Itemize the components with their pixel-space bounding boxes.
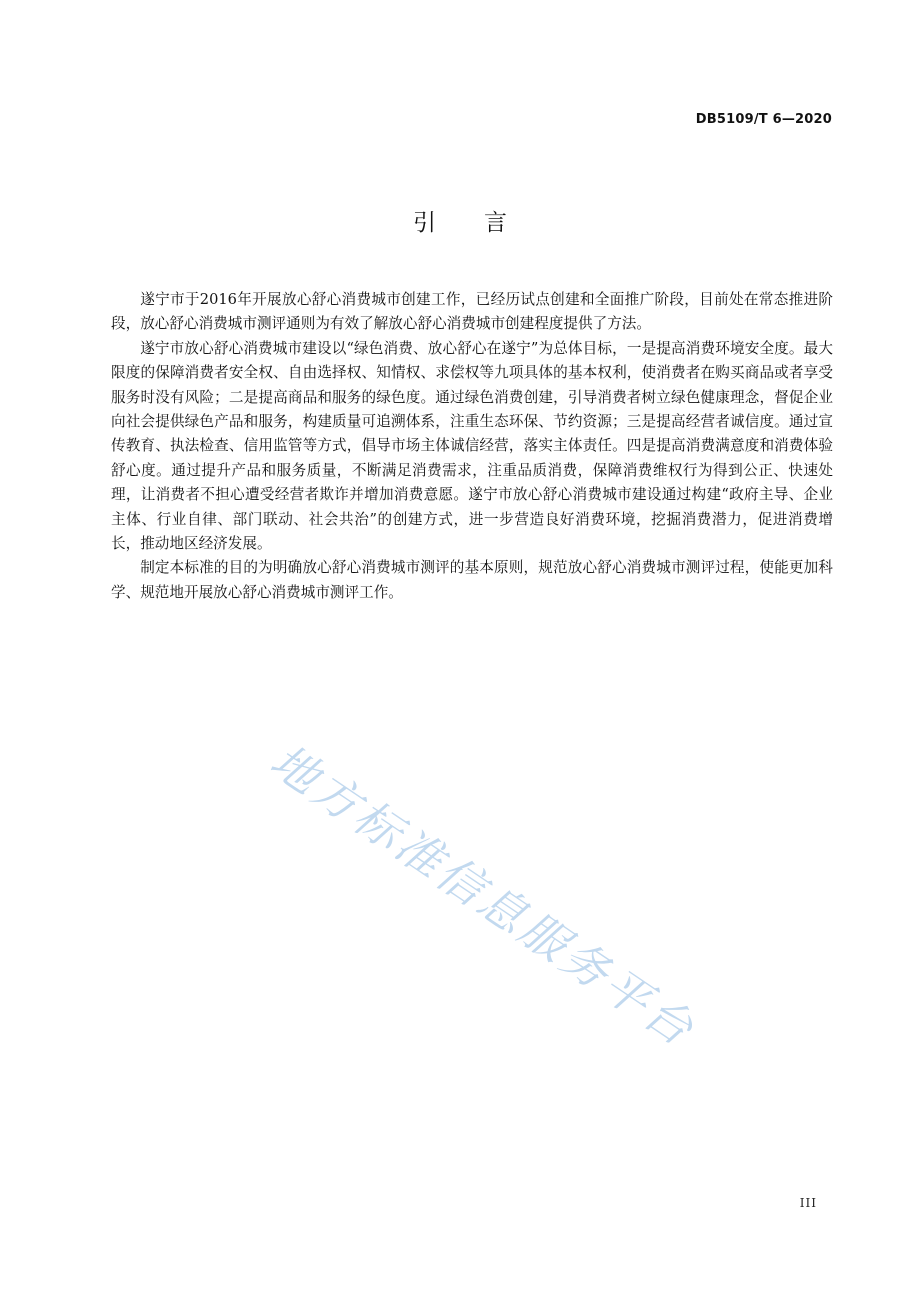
page-number: III: [799, 1196, 817, 1210]
section-title: 引言: [413, 210, 555, 236]
watermark-text: 地方标准信息服务平台: [260, 733, 706, 1058]
paragraph-1: 遂宁市于2016年开展放心舒心消费城市创建工作，已经历试点创建和全面推广阶段，目前处在常态推进阶段，放心舒心消费城市测评通则为有效了解放心舒心消费城市创建程度提供了方法。: [111, 291, 833, 333]
introduction-body: [111, 288, 833, 605]
document-code: DB5109/T 6—2020: [695, 112, 832, 127]
paragraph-3: 制定本标准的目的为明确放心舒心消费城市测评的基本原则，规范放心舒心消费城市测评过程，使能更加科学、规范地开展放心舒心消费城市测评工作。: [111, 559, 833, 601]
paragraph-2: 遂宁市放心舒心消费城市建设以“绿色消费、放心舒心在遂宁”为总体目标，一是提高消费环境安全度。最大限度的保障消费者安全权、自由选择权、知情权、求偿权等九项具体的基本权利，使消费者在购买商品或者享受服务时没有风险；二是提高商品和服务的绿色度。通过绿色消费创建，引导消费者树立绿色健康理念，督促企业向社会提供绿色产品和服务，构建质量可追溯体系，注重生态环保、节约资源；三是提高经营者诚信度。通过宣传教育、执法检查、信用监管等方式，倡导市场主体诚信经营，落实主体责任。四是提高消费满意度和消费体验舒心度。通过提升产品和服务质量，不断满足消费需求，注重品质消费，保障消费维权行为得到公正、快速处理，让消费者不担心遭受经营者欺诈并增加消费意愿。遂宁市放心舒心消费城市建设通过构建“政府主导、企业主体、行业自律、部门联动、社会共治”的创建方式，进一步营造良好消费环境，挖掘消费潜力，促进消费增长，推动地区经济发展。: [111, 339, 833, 553]
